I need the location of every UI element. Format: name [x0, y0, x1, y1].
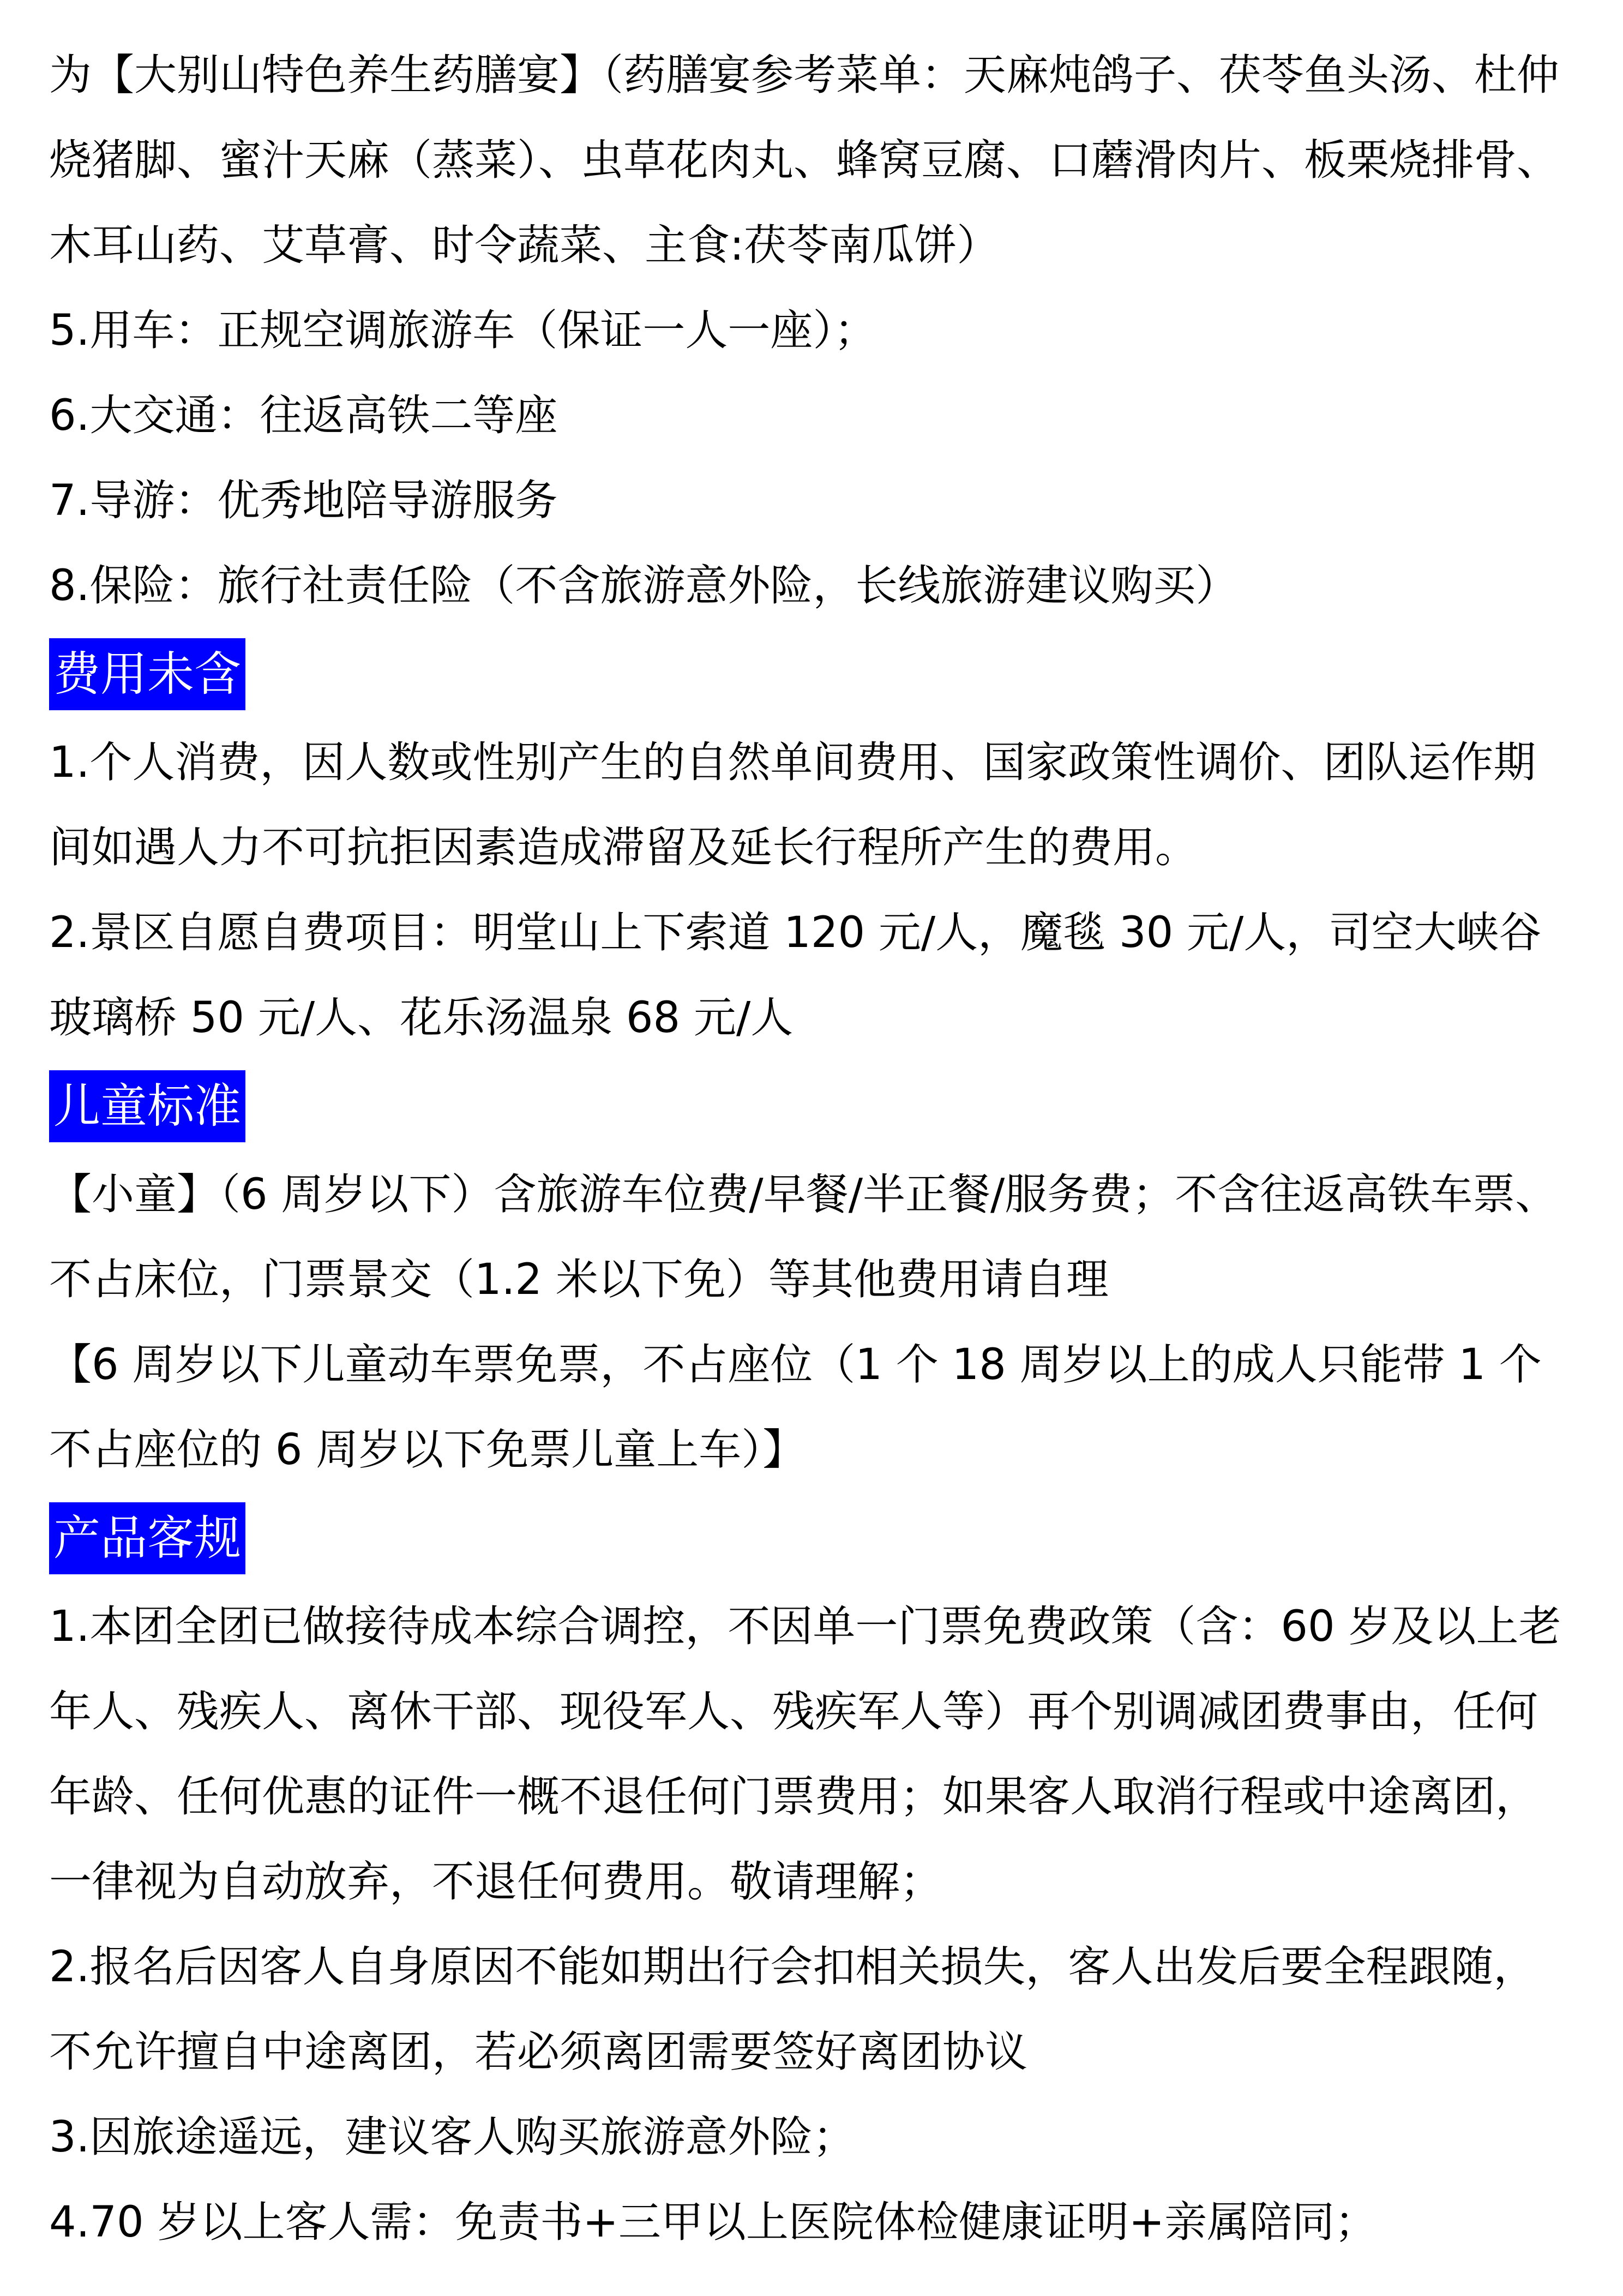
costs-excluded-item: 2.景区自愿自费项目：明堂山上下索道 120 元/人，魔毯 30 元/人，司空大峡谷玻璃桥 50 元/人、花乐汤温泉 68 元/人: [49, 908, 1542, 1042]
document-page: [49, 33, 1576, 2265]
guide-item: 7.导游：优秀地陪导游服务: [49, 476, 558, 525]
product-rule-item: 1.本团全团已做接待成本综合调控，不因单一门票免费政策（含：60 岁及以上老年人、残疾人、离休干部、现役军人、残疾军人等）再个别调减团费事由，任何年龄、任何优惠的证件一概不退任何门票费用；如果客人取消行程或中途离团，一律视为自动放弃，不退任何费用。敬请理解；: [49, 1602, 1561, 1907]
meal-menu-paragraph: 为【大别山特色养生药膳宴】（药膳宴参考菜单：天麻炖鸽子、茯苓鱼头汤、杜仲烧猪脚、蜜汁天麻（蒸菜）、虫草花肉丸、蜂窝豆腐、口蘑滑肉片、板栗烧排骨、木耳山药、艾草膏、时令蔬菜、主食:茯苓南瓜饼）: [49, 51, 1560, 270]
transport-item: 6.大交通：往返高铁二等座: [49, 391, 558, 440]
product-rule-item: 2.报名后因客人自身原因不能如期出行会扣相关损失，客人出发后要全程跟随，不允许擅自中途离团，若必须离团需要签好离团协议: [49, 1943, 1536, 2077]
product-rule-item: 4.70 岁以上客人需：免责书+三甲以上医院体检健康证明+亲属陪同；: [49, 2198, 1378, 2247]
child-standard-item: 【6 周岁以下儿童动车票免票，不占座位（1 个 18 周岁以上的成人只能带 1 个不占座位的 6 周岁以下免票儿童上车）】: [49, 1340, 1542, 1474]
section-heading-costs-excluded: 费用未含: [49, 638, 245, 710]
insurance-item: 8.保险：旅行社责任险（不含旅游意外险，长线旅游建议购买）: [49, 561, 1239, 610]
section-child-standard: [49, 1060, 1576, 1492]
child-standard-item: 【小童】（6 周岁以下）含旅游车位费/早餐/半正餐/服务费；不含往返高铁车票、不占床位，门票景交（1.2 米以下免）等其他费用请自理: [49, 1170, 1558, 1304]
costs-excluded-item: 1.个人消费，因人数或性别产生的自然单间费用、国家政策性调价、团队运作期间如遇人力不可抗拒因素造成滞留及延长行程所产生的费用。: [49, 738, 1536, 872]
included-items-continued: [49, 33, 1576, 628]
section-costs-excluded: [49, 628, 1576, 1060]
vehicle-item: 5.用车：正规空调旅游车（保证一人一座）；: [49, 306, 877, 355]
section-product-rules: [49, 1492, 1576, 2265]
section-heading-product-rules: 产品客规: [49, 1502, 245, 1574]
product-rule-item: 3.因旅途遥远，建议客人购买旅游意外险；: [49, 2113, 856, 2162]
section-heading-child-standard: 儿童标准: [49, 1070, 245, 1142]
